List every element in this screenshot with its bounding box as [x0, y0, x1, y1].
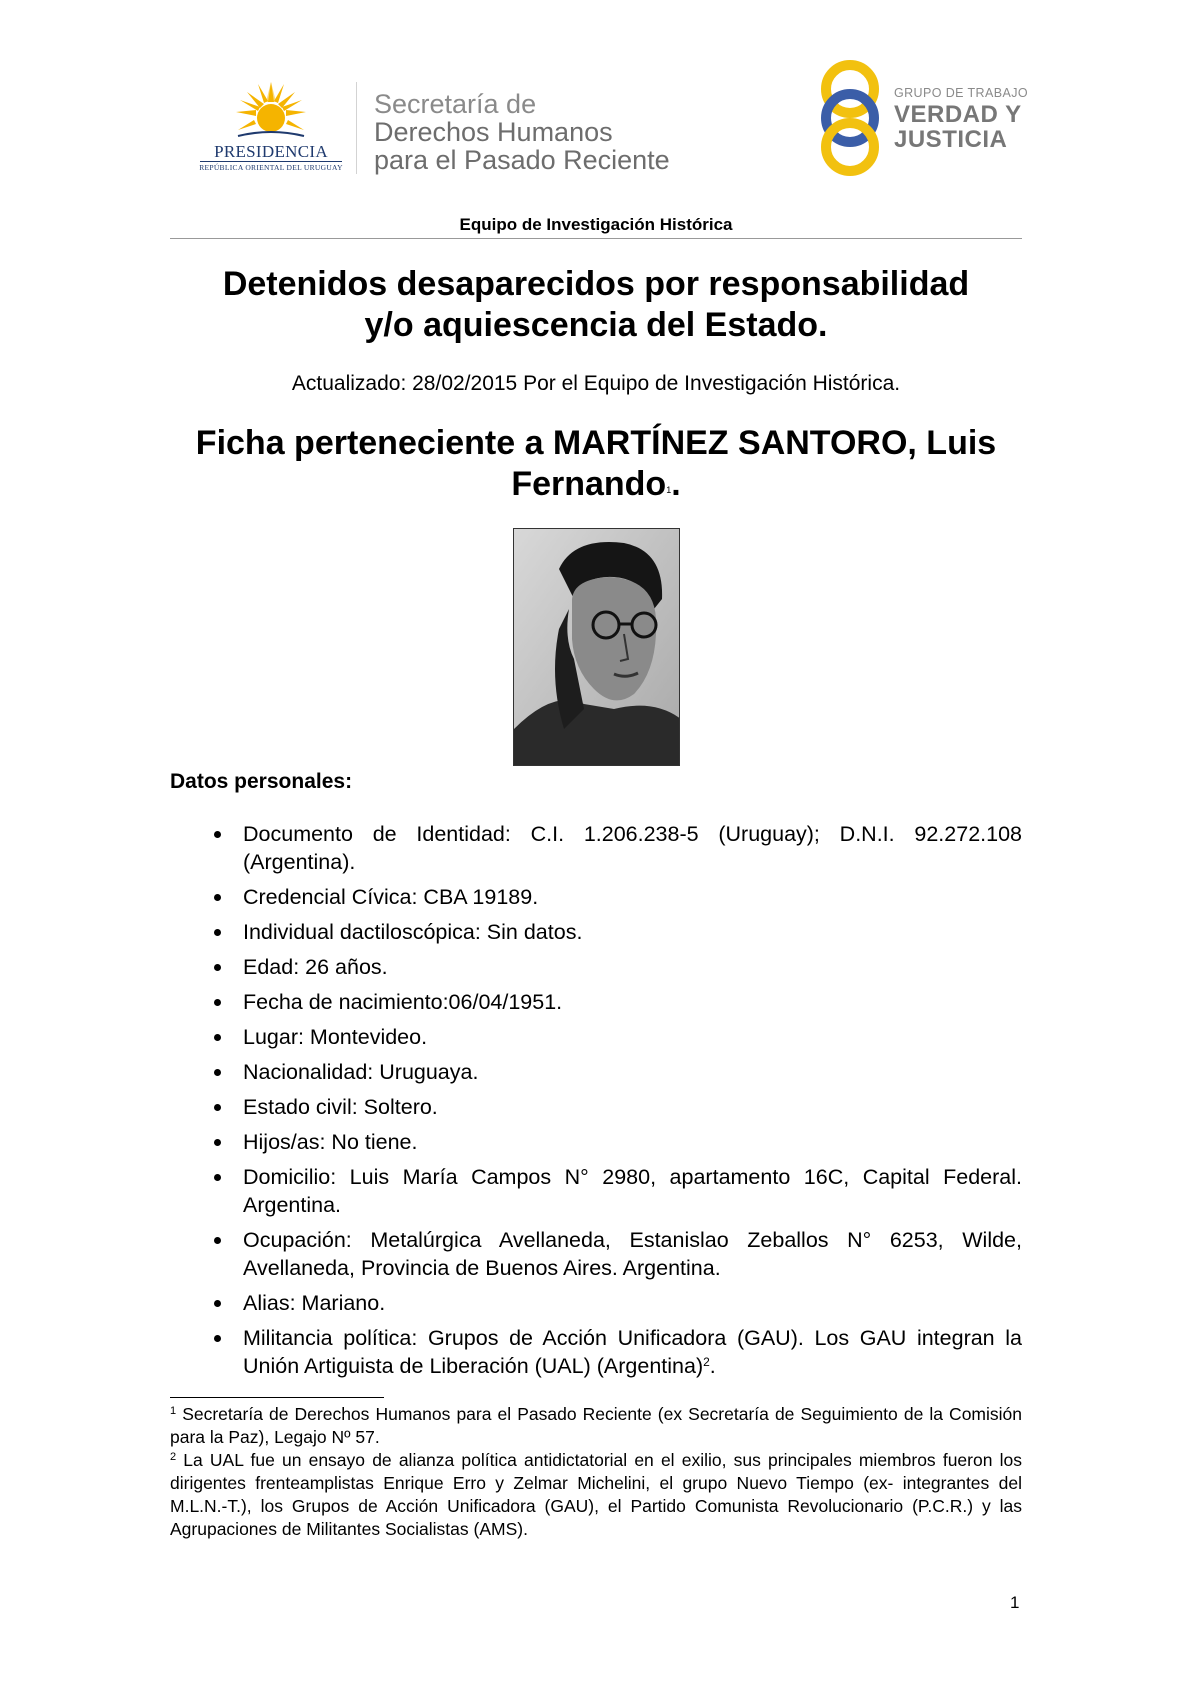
- page-number: 1: [1010, 1593, 1020, 1612]
- list-item-militancia: [170, 1324, 1022, 1380]
- personal-data-list: [170, 820, 1022, 1387]
- sun-emblem-icon: [234, 80, 308, 144]
- footnote-2: [170, 1449, 1022, 1541]
- list-item: Credencial Cívica: CBA 19189.: [170, 883, 1022, 911]
- secretaria-line-3: para el Pasado Reciente: [374, 145, 670, 175]
- presidencia-logo: [196, 80, 346, 172]
- footnote-text: La UAL fue un ensayo de alianza política antidictatorial en el exilio, sus principales miembros fueron los dirigentes frenteamplistas Enrique Erro y Zelmar Michelini, el grupo Nuevo Tiempo (ex- integrantes del M.L.N.-T.), los Grupos de Acción Unificadora (GAU), el Partido Comunista Revolucionario (P.C.R.) y las Agrupaciones de Militantes Socialistas (AMS).: [170, 1450, 1022, 1539]
- list-item: Domicilio: Luis María Campos N° 2980, apartamento 16C, Capital Federal. Argentina.: [170, 1163, 1022, 1219]
- portrait-image: [514, 529, 680, 766]
- header-divider: [356, 82, 357, 174]
- ficha-title-line-2: [170, 464, 1022, 505]
- list-item: Nacionalidad: Uruguaya.: [170, 1058, 1022, 1086]
- section-title: Datos personales:: [170, 770, 353, 793]
- main-title-line-2: y/o aquiescencia del Estado.: [364, 306, 828, 344]
- list-item: Estado civil: Soltero.: [170, 1093, 1022, 1121]
- ficha-name: Fernando: [511, 465, 667, 503]
- gvj-title: [894, 102, 1022, 152]
- team-label: Equipo de Investigación Histórica: [459, 215, 733, 234]
- list-item: Lugar: Montevideo.: [170, 1023, 1022, 1051]
- main-title: [170, 264, 1022, 346]
- secretaria-line-1: Secretaría de: [374, 89, 537, 119]
- footnote-separator: [170, 1397, 384, 1398]
- gvj-title-line-2: JUSTICIA: [894, 126, 1008, 153]
- list-item: Fecha de nacimiento:06/04/1951.: [170, 988, 1022, 1016]
- rings-emblem-icon: [818, 56, 890, 180]
- main-title-line-1: Detenidos desaparecidos por responsabilidad: [222, 265, 970, 303]
- list-item: Alias: Mariano.: [170, 1289, 1022, 1317]
- gvj-title-line-1: VERDAD Y: [894, 101, 1022, 128]
- presidencia-subtitle: REPÚBLICA ORIENTAL DEL URUGUAY: [199, 163, 343, 172]
- footnote-ref-2[interactable]: 2: [703, 1355, 710, 1369]
- ficha-title: [170, 423, 1022, 505]
- presidencia-name: PRESIDENCIA: [214, 142, 328, 161]
- footnote-1: [170, 1403, 1022, 1449]
- footnote-number: 1: [170, 1405, 177, 1417]
- ficha-title-line-1: Ficha perteneciente a MARTÍNEZ SANTORO, Luis: [195, 424, 997, 462]
- team-rule: [170, 238, 1022, 239]
- footnote-number: 2: [170, 1451, 177, 1463]
- secretaria-logo-text: [374, 90, 670, 174]
- portrait-photo: [513, 528, 680, 766]
- gvj-small-label: GRUPO DE TRABAJO: [894, 86, 1028, 100]
- militancia-text: Militancia política: Grupos de Acción Unificadora (GAU). Los GAU integran la Unión Artiguista de Liberación (UAL) (Argentina): [243, 1326, 1022, 1378]
- footnote-ref-1[interactable]: 1: [666, 485, 672, 495]
- list-item: Documento de Identidad: C.I. 1.206.238-5 (Uruguay); D.N.I. 92.272.108 (Argentina).: [170, 820, 1022, 876]
- footnote-text: Secretaría de Derechos Humanos para el Pasado Reciente (ex Secretaría de Seguimiento de la Comisión para la Paz), Legajo Nº 57.: [170, 1404, 1022, 1447]
- list-item: Individual dactiloscópica: Sin datos.: [170, 918, 1022, 946]
- list-item: Ocupación: Metalúrgica Avellaneda, Estanislao Zeballos N° 6253, Wilde, Avellaneda, Provincia de Buenos Aires. Argentina.: [170, 1226, 1022, 1282]
- verdad-justicia-logo: [818, 56, 1030, 180]
- ficha-period: .: [671, 465, 681, 503]
- list-item: Edad: 26 años.: [170, 953, 1022, 981]
- updated-line: Actualizado: 28/02/2015 Por el Equipo de Investigación Histórica.: [291, 372, 901, 395]
- secretaria-line-2: Derechos Humanos: [374, 117, 613, 147]
- list-item: Hijos/as: No tiene.: [170, 1128, 1022, 1156]
- presidencia-rule: [200, 161, 342, 162]
- militancia-period: .: [709, 1354, 716, 1378]
- footnotes: [170, 1403, 1022, 1541]
